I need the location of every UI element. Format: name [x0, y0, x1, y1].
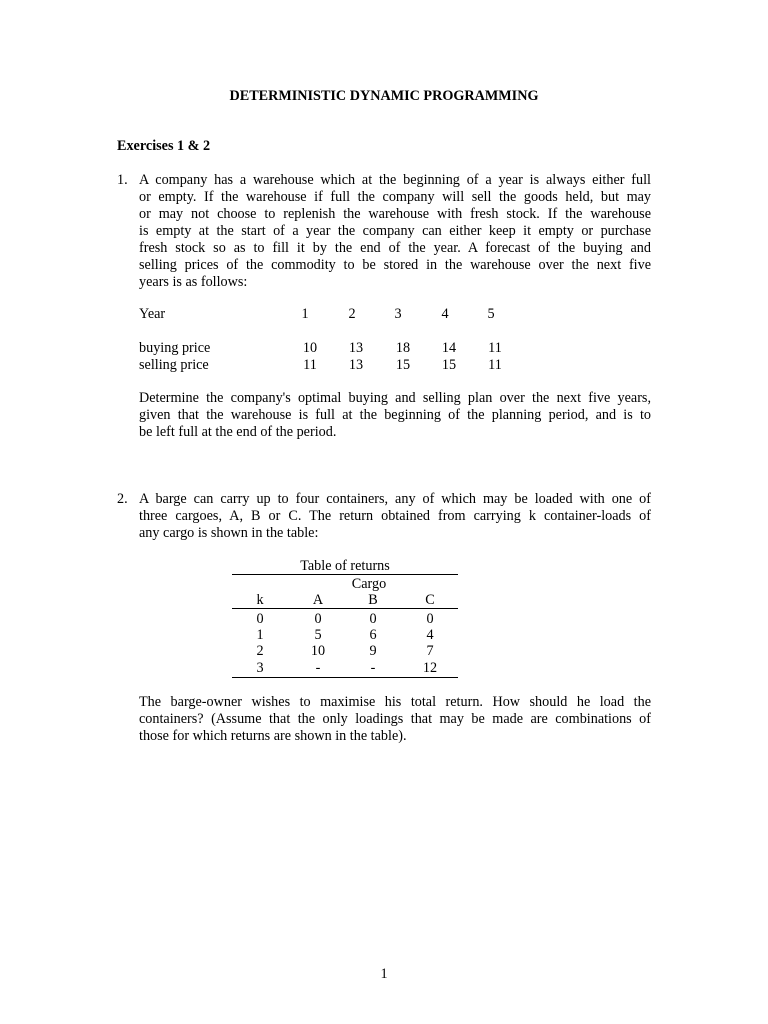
table-cell: 0 — [256, 611, 264, 627]
exercise-1-question — [139, 390, 651, 441]
table-cell: 4 — [426, 627, 434, 643]
selling-price-cell: 13 — [348, 357, 364, 373]
buying-price-cell: 18 — [395, 340, 411, 356]
year-cell: 1 — [301, 306, 309, 322]
table-cell: 0 — [314, 611, 322, 627]
table-cell: - — [315, 660, 321, 676]
page-title: DETERMINISTIC DYNAMIC PROGRAMMING — [229, 88, 539, 104]
table-caption: Table of returns — [300, 558, 390, 574]
text-line: years is as follows: — [139, 274, 248, 290]
selling-price-cell: 15 — [395, 357, 411, 373]
text-line: containers? (Assume that the only loadings that may be made are combinations of — [139, 711, 651, 727]
text-line: fresh stock so as to fill it by the end of the year. A forecast of the buying and — [139, 240, 651, 256]
text-line: Determine the company's optimal buying and selling plan over the next five years, — [139, 390, 651, 406]
table-rule-header — [232, 608, 458, 609]
exercise-2-number: 2. — [117, 491, 128, 507]
text-line: The barge-owner wishes to maximise his total return. How should he load the — [139, 694, 651, 710]
buying-price-cell: 11 — [488, 340, 502, 356]
table-cell: 1 — [256, 627, 264, 643]
text-line: A company has a warehouse which at the beginning of a year is always either full — [139, 172, 651, 188]
table-cell: 0 — [369, 611, 377, 627]
exercise-1-number: 1. — [117, 172, 128, 188]
text-line: selling prices of the commodity to be stored in the warehouse over the next five — [139, 257, 651, 273]
table-cell: 3 — [256, 660, 264, 676]
buying-price-label: buying price — [139, 340, 211, 356]
text-line: A barge can carry up to four containers, any of which may be loaded with one of — [139, 491, 651, 507]
text-line: any cargo is shown in the table: — [139, 525, 319, 541]
table-rule-top — [232, 574, 458, 575]
year-cell: 3 — [394, 306, 402, 322]
year-cell: 5 — [487, 306, 495, 322]
text-line: given that the warehouse is full at the beginning of the planning period, and is to — [139, 407, 651, 423]
page-number: 1 — [380, 966, 388, 982]
text-line: three cargoes, A, B or C. The return obtained from carrying k container-loads of — [139, 508, 651, 524]
table-cell: 10 — [310, 643, 326, 659]
selling-price-cell: 11 — [303, 357, 317, 373]
selling-price-cell: 15 — [441, 357, 457, 373]
table-cell: - — [370, 660, 376, 676]
exercise-2-text — [139, 491, 651, 542]
table-cell: 7 — [426, 643, 434, 659]
buying-price-cell: 10 — [302, 340, 318, 356]
column-header: k — [256, 592, 264, 608]
selling-price-cell: 11 — [488, 357, 502, 373]
text-line: is empty at the start of a year the company can either keep it empty or purchase — [139, 223, 651, 239]
table-cell: 2 — [256, 643, 264, 659]
selling-price-label: selling price — [139, 357, 209, 373]
buying-price-cell: 14 — [441, 340, 457, 356]
text-line: or empty. If the warehouse if full the company will sell the goods held, but may — [139, 189, 651, 205]
year-cell: 2 — [348, 306, 356, 322]
text-line: be left full at the end of the period. — [139, 424, 337, 440]
table-cell: 5 — [314, 627, 322, 643]
column-header: B — [368, 592, 378, 608]
column-header: A — [312, 592, 324, 608]
table-cell: 12 — [422, 660, 438, 676]
exercise-1-text — [139, 172, 651, 291]
column-header: C — [425, 592, 435, 608]
exercise-2-question — [139, 694, 651, 745]
section-heading: Exercises 1 & 2 — [117, 138, 211, 154]
table-cell: 6 — [369, 627, 377, 643]
text-line: or may not choose to replenish the warehouse with fresh stock. If the warehouse — [139, 206, 651, 222]
cargo-group-header: Cargo — [351, 576, 387, 592]
year-cell: 4 — [441, 306, 449, 322]
buying-price-cell: 13 — [348, 340, 364, 356]
table-rule-bottom — [232, 677, 458, 678]
text-line: those for which returns are shown in the table). — [139, 728, 407, 744]
year-label: Year — [139, 306, 166, 322]
table-cell: 9 — [369, 643, 377, 659]
table-cell: 0 — [426, 611, 434, 627]
